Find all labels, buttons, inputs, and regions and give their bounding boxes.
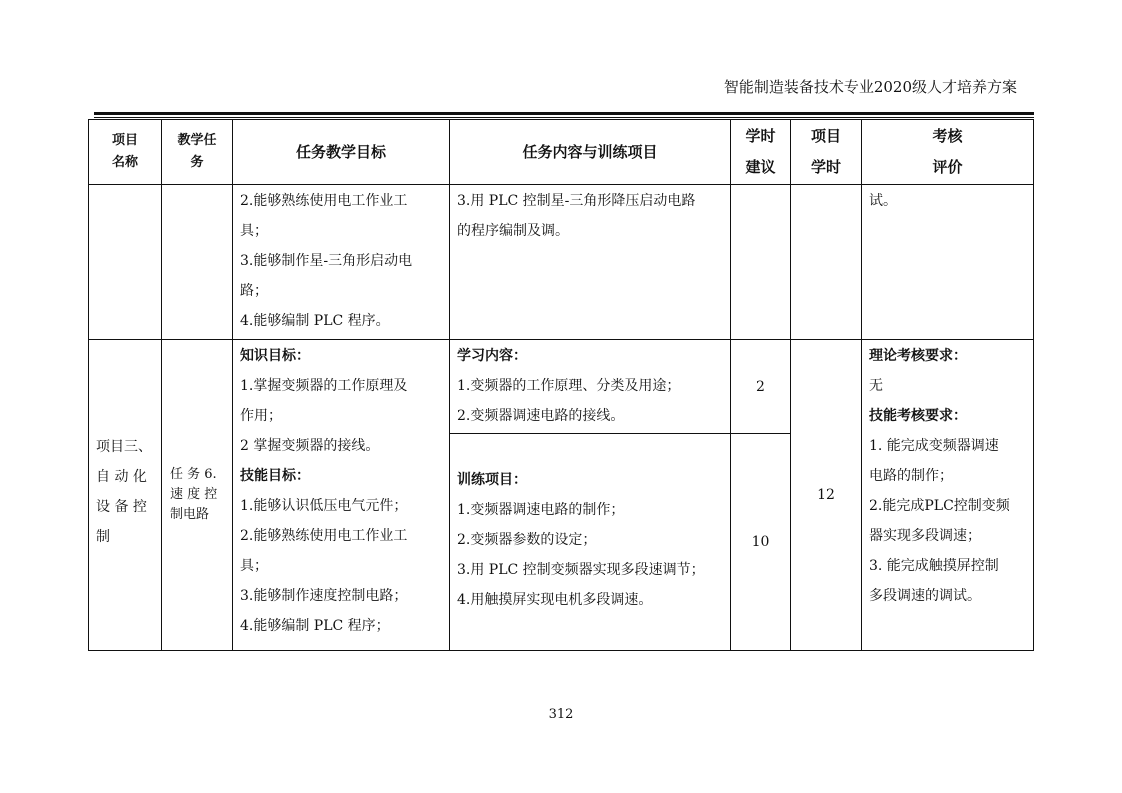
- row2-training-hours: 10: [751, 534, 770, 550]
- col-divider: [449, 119, 450, 651]
- header-row-divider: [88, 184, 1034, 185]
- document-header-title: 智能制造装备技术专业2020级人才培养方案: [723, 78, 1017, 96]
- header-text: 项目: [111, 133, 138, 148]
- text-line: 3.用 PLC 控制星-三角形降压启动电路: [457, 193, 696, 209]
- col-divider: [232, 119, 233, 651]
- text-line: 1.变频器调速电路的制作；: [457, 502, 625, 518]
- text-line: 速 度 控: [170, 487, 218, 502]
- text-line: 1.掌握变频器的工作原理及: [240, 378, 408, 394]
- row1-objectives: [240, 186, 448, 336]
- text-line: 3.用 PLC 控制变频器实现多段速调节；: [457, 562, 705, 578]
- text-line: 2.变频器调速电路的接线。: [457, 408, 625, 424]
- header-project-hours: [791, 120, 861, 184]
- header-text: 教学任: [177, 133, 217, 148]
- text-line: 4.能够编制 PLC 程序。: [240, 313, 390, 329]
- col-divider: [161, 119, 162, 651]
- row2-project-hours: 12: [817, 487, 835, 503]
- text-line: 自 动 化: [96, 469, 147, 485]
- text-line: 器实现多段调速；: [869, 528, 981, 544]
- row1-assessment: [869, 186, 1032, 216]
- col-divider: [861, 119, 862, 651]
- text-line: 4.用触摸屏实现电机多段调速。: [457, 592, 653, 608]
- table-border-left: [88, 119, 89, 651]
- text-line: 制: [96, 529, 110, 545]
- row2-assessment: [869, 341, 1032, 611]
- training-items-heading: 训练项目：: [457, 472, 527, 488]
- skill-assessment-heading: 技能考核要求：: [869, 408, 967, 424]
- text-line: 多段调速的调试。: [869, 588, 981, 604]
- text-line: 2 掌握变频器的接线。: [240, 438, 380, 454]
- row2-learning-content: [457, 341, 729, 431]
- row2-objectives: [240, 341, 448, 641]
- header-text: 考核: [932, 127, 963, 145]
- text-line: 电路的制作；: [869, 468, 953, 484]
- row1-content: [457, 186, 729, 246]
- header-text: 任务内容与训练项目: [522, 143, 658, 161]
- text-line: 2.能够熟练使用电工作业工: [240, 528, 408, 544]
- text-line: 4.能够编制 PLC 程序；: [240, 618, 390, 634]
- text-line: 的程序编制及调。: [457, 223, 569, 239]
- text-line: 2.能够熟练使用电工作业工: [240, 193, 408, 209]
- skill-objectives-heading: 技能目标：: [240, 468, 310, 484]
- text-line: 制电路: [170, 507, 210, 522]
- text-line: 试。: [869, 193, 897, 209]
- text-line: 1. 能完成变频器调速: [869, 438, 999, 454]
- row2-teaching-task: [170, 465, 230, 525]
- text-line: 具；: [240, 558, 268, 574]
- page-number: 312: [548, 707, 574, 722]
- table-border-right: [1033, 119, 1034, 651]
- text-line: 任 务 6.: [170, 467, 217, 482]
- header-rule-thick: [94, 112, 1034, 115]
- text-line: 3.能够制作星-三角形启动电: [240, 253, 413, 269]
- header-assessment: [862, 120, 1033, 184]
- row2-training-items: [457, 465, 729, 615]
- header-text: 建议: [745, 158, 776, 176]
- text-line: 2.能完成PLC控制变频: [869, 498, 1010, 514]
- text-line: 3. 能完成触摸屏控制: [869, 558, 999, 574]
- header-text: 学时: [745, 127, 776, 145]
- learning-content-heading: 学习内容：: [457, 348, 527, 364]
- text-line: 具；: [240, 223, 268, 239]
- header-text: 项目: [810, 127, 841, 145]
- text-line: 2.变频器参数的设定；: [457, 532, 597, 548]
- header-teaching-task: [162, 120, 232, 184]
- header-project-name: [89, 120, 161, 184]
- text-line: 1.变频器的工作原理、分类及用途；: [457, 378, 681, 394]
- header-rule-thin: [94, 117, 1034, 118]
- header-text: 名称: [111, 155, 138, 170]
- row2-learning-hours: 2: [756, 378, 765, 395]
- text-line: 作用；: [240, 408, 282, 424]
- knowledge-objectives-heading: 知识目标：: [240, 348, 310, 364]
- text-line: 1.能够认识低压电气元件；: [240, 498, 408, 514]
- text-line: 设 备 控: [96, 499, 147, 515]
- row2-project-name: [96, 432, 160, 552]
- theory-assessment-heading: 理论考核要求：: [869, 348, 967, 364]
- header-text: 评价: [932, 158, 963, 176]
- text-line: 无: [869, 378, 883, 394]
- row-divider: [88, 339, 1034, 340]
- header-text: 任务教学目标: [295, 143, 386, 161]
- text-line: 路；: [240, 283, 268, 299]
- header-suggested-hours: [731, 120, 790, 184]
- header-objectives: [233, 120, 449, 184]
- text-line: 项目三、: [96, 439, 152, 455]
- header-text: 务: [190, 155, 204, 170]
- table-border-bottom: [88, 650, 1034, 651]
- text-line: 3.能够制作速度控制电路；: [240, 588, 408, 604]
- header-text: 学时: [810, 158, 841, 176]
- curriculum-table: [88, 119, 1034, 651]
- header-content: [450, 120, 730, 184]
